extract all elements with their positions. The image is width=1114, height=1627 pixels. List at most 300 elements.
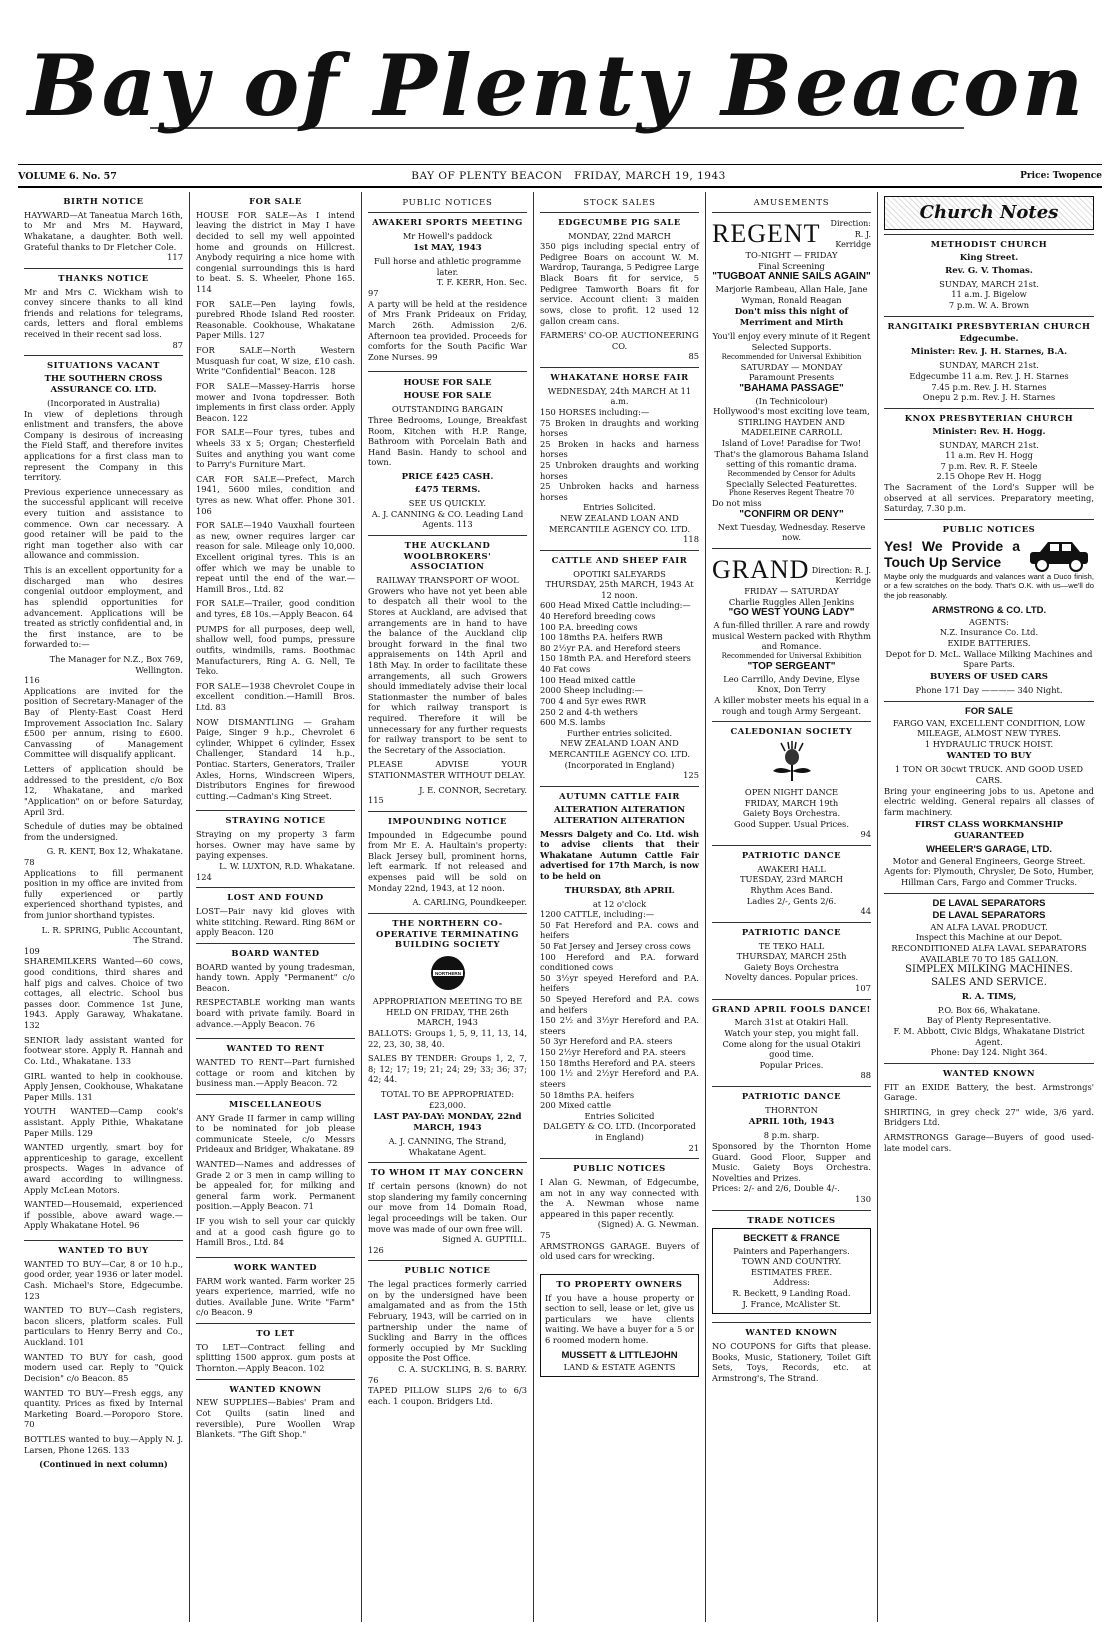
signature: DALGETY & CO. LTD. (Incorporated in England) bbox=[543, 1121, 696, 1142]
event-date: APRIL 10th, 1943 bbox=[748, 1117, 835, 1128]
touch-up-text: Maybe only the mudguards and valances want a Duco finish, or a few scratches on the body. That's O.K. with us—we'll do the job reasonably. bbox=[884, 571, 1094, 600]
address: King Street. bbox=[959, 252, 1019, 263]
column-5 bbox=[706, 192, 878, 1622]
section-heading: EDGECUMBE PIG SALE bbox=[558, 216, 681, 227]
section-heading: CALEDONIAN SOCIETY bbox=[730, 726, 853, 737]
ad-paragraph: Previous experience unnecessary as the successful applicant will receive every tuition and assistance to commence. Own car necessary. A good retainer will be paid to the right man together also with car allowance and commission. bbox=[24, 486, 183, 561]
promo: Next Tuesday, Wednesday. Reserve now. bbox=[717, 521, 866, 543]
agent-name: R. A. TIMS, bbox=[961, 991, 1017, 1002]
wanted-known-col5 bbox=[712, 1322, 871, 1388]
stock-line: 50 Fat Jersey and Jersey cross cows bbox=[540, 941, 691, 951]
column-4 bbox=[534, 192, 706, 1622]
stock-line: 150 18mth P.A. and Hereford steers bbox=[540, 653, 691, 664]
stock-line: 25 Broken in hacks and harness horses bbox=[540, 438, 699, 460]
ad-paragraph: Schedule of duties may be obtained from the undersigned. bbox=[24, 821, 183, 842]
notice-text: FARM work wanted. Farm worker 25 years experience, married, wife no duties. Available June. Write "Farm" c/o Beacon. 9 bbox=[196, 1275, 355, 1318]
firm-desc: Motor and General Engineers, George Street. bbox=[892, 855, 1086, 866]
entries-note: Entries Solicited bbox=[584, 1110, 655, 1121]
phone: Phone 171 Day ———— 340 Night. bbox=[915, 684, 1063, 695]
agent-name: MUSSETT & LITTLEJOHN bbox=[561, 1349, 678, 1361]
classified-item: FOR SALE—Four tyres, tubes and wheels 33 x 5; Organ; Chesterfield Suites and anything you want come to Parry's Furniture Mart. bbox=[196, 427, 355, 470]
notice-text: Messrs Dalgety and Co. Ltd. wish to advise clients that their Whakatane Autumn Cattle Fair advertised for 17th March, is now to be held on bbox=[540, 828, 699, 881]
to-whom-it-may-concern bbox=[368, 1162, 527, 1260]
classified-item: RESPECTABLE working man wants board with private family. Board in advance.—Apply Beacon. 76 bbox=[196, 997, 355, 1029]
notice-text: The legal practices formerly carried on by the undersigned have been amalgamated and as from the 15th February, 1943, will be carried on in partnership under the name of Suckling and Barry in the offices formerly occupied by Mr Suckling opposite the Post Office. bbox=[368, 1279, 527, 1364]
classified-item: FOR SALE—Massey-Harris horse mower and Ivona topdresser. Both implements in first class order. Apply Beacon. 122 bbox=[196, 380, 355, 423]
direction: Direction: R. J. Kerridge bbox=[811, 565, 871, 585]
section-heading: FOR SALE bbox=[964, 705, 1014, 717]
section-heading: LOST AND FOUND bbox=[227, 892, 324, 903]
address: Edgecumbe. bbox=[959, 334, 1019, 345]
sale-time: at 12 o'clock bbox=[592, 898, 647, 909]
classified-item: WANTED—Names and addresses of Grade 2 or 3 men in camp willing to be appealed for, for milking and general farm work. Permanent position.—Apply Beacon. 71 bbox=[196, 1158, 355, 1212]
terms: £475 TERMS. bbox=[414, 484, 481, 495]
promo: A killer mobster meets his equal in a rough and tough Army Sergeant. bbox=[714, 695, 869, 716]
section-heading: METHODIST CHURCH bbox=[930, 239, 1048, 249]
band: Gaiety Boys Orchestra bbox=[744, 961, 839, 972]
horse-fair bbox=[540, 367, 699, 550]
signature: J. E. CONNOR, Secretary. bbox=[419, 784, 527, 795]
column-heading: STOCK SALES bbox=[583, 198, 656, 208]
screening-days: FRIDAY — SATURDAY bbox=[744, 586, 839, 597]
notice-text: 350 pigs including special entry of Pedigree Boars on account W. M. Wardrop, Tauranga, 5 Pedigree Large Black Boars fit for service, 5 Pedigree Tamworth Boars fit for service. Account client: 3 maiden sows, close to profit. 12 used 12 gallon cream cans. bbox=[540, 241, 699, 326]
signature: A. J. CANNING, The Strand, Whakatane Agent. bbox=[388, 1136, 507, 1157]
tagline: OUTSTANDING BARGAIN bbox=[391, 404, 504, 415]
venue: TE TEKO HALL bbox=[758, 940, 825, 951]
ad-paragraph: WANTED—Housemaid, experienced if possible, above award wage.—Apply Whakatane Hotel. 96 bbox=[24, 1199, 183, 1231]
classified-item: ARMSTRONGS Garage—Buyers of good used-late model cars. bbox=[884, 1132, 1094, 1153]
prices: Prices: 2/- and 2/6, Double 4/-. bbox=[712, 1183, 840, 1194]
service: 2.15 Ohope Rev H. Hogg bbox=[936, 471, 1042, 482]
stock-line: 1200 CATTLE, including:— bbox=[540, 909, 655, 920]
sale-date: MONDAY, 22nd MARCH bbox=[568, 230, 671, 241]
stock-line: 600 Head Mixed Cattle including:— bbox=[540, 600, 691, 611]
ad-paragraph: Applications are invited for the position of Secretary-Manager of the Bay of Plenty-East Coast Herd Improvement Association Inc. Salary £500 per annum, rising to £600. Canvassing of Management Committee will disqualify applicant. bbox=[24, 685, 183, 760]
promo: Sponsored by the Thornton Home Guard. Good Floor, Supper and Music. Gaiety Boys Orchestra. Novelties and Prizes. bbox=[712, 1141, 871, 1183]
event-date: TUESDAY, 23rd MARCH bbox=[739, 874, 844, 885]
phone-reserve: Phone Reserves Regent Theatre 70 bbox=[728, 489, 855, 498]
classified-item: SHIRTING, in grey check 27" wide, 3/6 yard. Bridgers Ltd. bbox=[884, 1106, 1094, 1128]
sale-item: 1 HYDRAULIC TRUCK HOIST. bbox=[924, 738, 1054, 749]
section-heading: PUBLIC NOTICE bbox=[404, 1265, 491, 1276]
agent-desc: LAND & ESTATE AGENTS bbox=[563, 1361, 676, 1372]
section-heading: TO WHOM IT MAY CONCERN bbox=[370, 1167, 525, 1178]
situations-vacant bbox=[24, 355, 183, 1240]
northern-logo-icon bbox=[429, 954, 467, 992]
stock-line: 700 4 and 5yr ewes RWR bbox=[540, 695, 646, 706]
section-heading: TRADE NOTICES bbox=[747, 1214, 836, 1225]
notice-text: Full horse and athletic programme later. bbox=[374, 256, 521, 277]
venue: OPOTIKI SALEYARDS bbox=[573, 568, 666, 579]
minister: Minister: Rev. H. Hogg. bbox=[932, 426, 1046, 437]
signature: T. F. KERR, Hon. Sec. bbox=[436, 277, 527, 288]
ref-number: 87 bbox=[172, 339, 183, 350]
service: Edgecumbe 11 a.m. Rev. J. H. Starnes bbox=[909, 370, 1069, 381]
stock-line: 40 Fat cows bbox=[540, 664, 591, 675]
tagline: Don't miss this night of Merriment and Mirth bbox=[734, 307, 849, 329]
call-to-action: SEE US QUICKLY. bbox=[408, 497, 487, 508]
firm-name: ARMSTRONG & CO. LTD. bbox=[931, 604, 1047, 616]
notice-text: Mr and Mrs C. Wickham wish to convey sincere thanks to all kind friends and relations for telegrams, cards, letters and floral emblems received in their recent sad loss. bbox=[24, 286, 183, 339]
section-heading: WANTED TO BUY bbox=[58, 1245, 149, 1256]
section-heading: THE AUCKLAND WOOLBROKERS' ASSOCIATION bbox=[403, 539, 492, 572]
total: TOTAL TO BE APPROPRIATED: £23,000. bbox=[380, 1089, 515, 1110]
section-heading: TO LET bbox=[256, 1328, 295, 1339]
ad-paragraph: SENIOR lady assistant wanted for footwear store. Apply R. Hannah and Co. Ltd., Whakatane. 133 bbox=[24, 1034, 183, 1066]
property-owners-ad bbox=[540, 1274, 699, 1378]
ref-number: 107 bbox=[855, 983, 871, 994]
section-heading: PUBLIC NOTICES bbox=[942, 523, 1036, 534]
meeting-notice: APPROPRIATION MEETING TO BE HELD ON FRIDAY, THE 26th MARCH, 1943 bbox=[372, 996, 523, 1028]
caledonian-society bbox=[712, 721, 871, 845]
classified-item: PUMPS for all purposes, deep well, shallow well, food pumps, pressure outfits, windmills, rams. Boothmac Manufacturers, Ring A. G. Nell, Te Teko. bbox=[196, 623, 355, 677]
product-name: DE LAVAL SEPARATORS bbox=[932, 909, 1046, 921]
party-notice: A party will be held at the residence of Mrs Frank Prideaux on Friday, March 26th. Admission 2/6. Afternoon tea provided. Proceeds for comforts for the South Pacific War Zone Nurses. 99 bbox=[368, 298, 527, 362]
section-heading: SITUATIONS VACANT bbox=[47, 360, 160, 371]
ref-number: 78 bbox=[24, 856, 35, 867]
section-heading: STRAYING NOTICE bbox=[225, 815, 326, 826]
venue: THORNTON bbox=[765, 1104, 818, 1115]
notice-text: TO LET—Contract felling and splitting 1500 approx. gum posts at Thornton.—Apply Beacon. 102 bbox=[196, 1341, 355, 1374]
trade-notices bbox=[712, 1210, 871, 1323]
cattle-sheep-fair bbox=[540, 550, 699, 786]
ref-number: 118 bbox=[683, 534, 699, 545]
thistle-icon bbox=[767, 741, 817, 783]
classified-item: HOUSE FOR SALE—As I intend leaving the district in May I have decided to sell my well appointed home and grounds on Hillcrest. Anybody requiring a nice home with congenial surroundings this is hard to beat. S. S. Wheeler, Phone 165. 114 bbox=[196, 209, 355, 295]
section-heading: HOUSE FOR SALE bbox=[403, 378, 492, 389]
section-heading: BIRTH NOTICE bbox=[63, 196, 144, 206]
tagline: SALES AND SERVICE. bbox=[931, 977, 1047, 989]
signature: G. R. KENT, Box 12, Whakatane. bbox=[46, 846, 183, 857]
alteration-banner: ALTERATION ALTERATION ALTERATION ALTERATION bbox=[553, 804, 686, 826]
promo: Specially Selected Featurettes. bbox=[726, 478, 857, 489]
patriotic-dance-te-teko bbox=[712, 922, 871, 999]
cast: Marjorie Rambeau, Allan Hale, Jane Wyman, Ronald Reagan bbox=[715, 284, 868, 305]
promo: A fun-filled thriller. A rare and rowdy musical Western packed with Rhythm and Romance. bbox=[712, 620, 871, 652]
armstrong-public-notices bbox=[884, 519, 1094, 701]
masthead-title-art bbox=[0, 0, 1114, 160]
stock-line: 100 P.A. breeding cows bbox=[540, 621, 638, 632]
wanted-item: 1 TON OR 30cwt TRUCK. AND GOOD USED CARS. bbox=[894, 764, 1084, 786]
column-6 bbox=[878, 192, 1100, 1622]
april-fools-dance bbox=[712, 999, 871, 1086]
firm-name: WHEELER'S GARAGE, LTD. bbox=[925, 843, 1053, 855]
stock-line: 200 Mixed cattle bbox=[540, 1100, 611, 1111]
society-emblem bbox=[368, 954, 527, 992]
ref-number: 125 bbox=[683, 770, 699, 781]
stock-line: 50 Fat Hereford and P.A. cows and heifers bbox=[540, 919, 699, 941]
classified-item: BOARD wanted by young tradesman, handy town. Apply "Permanent" c/o Beacon. bbox=[196, 961, 355, 993]
stock-line: 600 M.S. lambs bbox=[540, 717, 606, 728]
classified-item: FOR SALE—1938 Chevrolet Coupe in excellent condition.—Hamill Bros. Ltd. 83 bbox=[196, 680, 355, 712]
subheading: RAILWAY TRANSPORT OF WOOL bbox=[376, 575, 519, 586]
signature: L. W. LUXTON, R.D. Whakatane. bbox=[219, 861, 355, 872]
signature: C. A. SUCKLING, B. S. BARRY. bbox=[398, 1364, 527, 1375]
ad-paragraph: In view of depletions through enlistment and transfers, the above Company is desirous of increasing the Field Staff, and therefore invites applications for a first class man to represent the Company in this territory. bbox=[24, 408, 183, 483]
tenders: SALES BY TENDER: Groups 1, 2, 7, 8; 12; 17; 19; 21; 24; 29; 33; 36; 37; 42; 44. bbox=[368, 1053, 527, 1085]
section-heading: IMPOUNDING NOTICE bbox=[388, 815, 507, 826]
notice-text: NO COUPONS for Gifts that please. Books, Music, Stationery, Toilet Gift Sets, Toys, Records, etc. at Armstrong's, The Strand. bbox=[712, 1341, 871, 1383]
cast: Charlie Ruggles Allen Jenkins bbox=[728, 596, 855, 607]
trade: Painters and Paperhangers. bbox=[733, 1245, 850, 1256]
agents-label: AGENTS: bbox=[969, 616, 1009, 627]
entries-note: Further entries solicited. bbox=[566, 727, 673, 738]
firm-name: BECKETT & FRANCE bbox=[743, 1233, 840, 1245]
section-heading: WHAKATANE HORSE FAIR bbox=[550, 371, 689, 382]
theatre-name: REGENT bbox=[712, 218, 821, 248]
rating: Recommended for Universal Exhibition bbox=[721, 352, 862, 361]
film-title: "BAHAMA PASSAGE" bbox=[739, 382, 844, 394]
classified-item: FOR SALE—North Western Musquash fur coat, W size, £10 cash. Write "Confidential" Beacon. 128 bbox=[196, 345, 355, 377]
notice-text: LOST—Pair navy kid gloves with white stitching. Reward. Ring 86M or apply Beacon. 120 bbox=[196, 905, 355, 938]
event-title: OPEN NIGHT DANCE bbox=[744, 787, 839, 798]
screening-days: SATURDAY — MONDAY bbox=[740, 361, 843, 372]
service-date: SUNDAY, MARCH 21st. bbox=[939, 439, 1039, 450]
ref-number: 116 bbox=[24, 675, 40, 686]
classified-item: WANTED TO BUY—Car, 8 or 10 h.p., good order, year 1936 or later model. Cash. Michael's Store, Edgecumbe. 123 bbox=[24, 1258, 183, 1301]
section-heading: PATRIOTIC DANCE bbox=[741, 850, 842, 861]
prices: Ladies 2/-, Gents 2/6. bbox=[746, 895, 837, 906]
section-heading: WANTED KNOWN bbox=[229, 1383, 322, 1394]
ref-number: 94 bbox=[860, 829, 871, 840]
classified-item: ARMSTRONGS GARAGE. Buyers of old used cars for wrecking. bbox=[540, 1240, 699, 1262]
role: Bay of Plenty Representative. bbox=[926, 1015, 1052, 1026]
public-notice bbox=[368, 1260, 527, 1415]
event-date: 1st MAY, 1943 bbox=[413, 243, 482, 254]
direction: Direction: R. J. Kerridge bbox=[830, 219, 871, 249]
classified-item: WANTED TO BUY—Cash registers, bacon slicers, platform scales. Full particulars to Henry Berry and Co., Auckland. 101 bbox=[24, 1305, 183, 1348]
address: P.O. Box 66, Whakatane. bbox=[937, 1004, 1041, 1015]
ref-number: 88 bbox=[860, 1070, 871, 1081]
signature: A. J. CANNING & CO. Leading Land Agents. 113 bbox=[371, 508, 524, 530]
screening-days: TO-NIGHT — FRIDAY bbox=[745, 250, 838, 261]
woolbrokers bbox=[368, 535, 527, 811]
stock-line: 75 Broken in draughts and working horses bbox=[540, 417, 699, 439]
section-heading: PATRIOTIC DANCE bbox=[741, 1091, 842, 1102]
band: Gaiety Boys Orchestra. bbox=[742, 808, 841, 819]
sale-date: THURSDAY, 25th MARCH, 1943 At 12 noon. bbox=[545, 579, 694, 600]
section-heading: RANGITAIKI PRESBYTERIAN CHURCH bbox=[887, 320, 1091, 331]
impounding-notice bbox=[368, 811, 527, 913]
event-time: 8 p.m. sharp. bbox=[763, 1130, 820, 1141]
public-notices bbox=[540, 1158, 699, 1271]
notice-text: HAYWARD—At Taneatua March 16th, to Mr and Mrs M. Hayward, Whakatane, a daughter. Both well. Grateful thanks to Dr Fletcher Cole. bbox=[24, 209, 183, 252]
promo: Hollywood's most exciting love team, STIRLING HAYDEN AND MADELEINE CARROLL bbox=[713, 406, 870, 438]
masthead-title: Bay of Plenty Beacon bbox=[27, 36, 1087, 135]
miscellaneous bbox=[196, 1094, 355, 1257]
stock-line: 50 Speyed Hereford and P.A. cows and heifers bbox=[540, 994, 699, 1015]
event-date: March 31st at Otakiri Hall. bbox=[734, 1017, 849, 1028]
section-heading: WANTED KNOWN bbox=[745, 1327, 838, 1338]
for-sale bbox=[196, 192, 355, 810]
film-title: "TUGBOAT ANNIE SAILS AGAIN" bbox=[712, 271, 871, 283]
format: (In Technicolour) bbox=[755, 395, 828, 406]
stock-line: 150 18mths Hereford and P.A. steers bbox=[540, 1057, 696, 1068]
event-date: FRIDAY, MARCH 19th bbox=[744, 797, 839, 808]
signature: NEW ZEALAND LOAN AND MERCANTILE AGENCY CO. LTD. bbox=[548, 513, 691, 534]
event-date: THURSDAY, MARCH 25th bbox=[736, 951, 847, 962]
minister: Rev. G. V. Thomas. bbox=[945, 265, 1033, 276]
screening-note: Final Screening bbox=[758, 260, 825, 271]
ref-number: 109 bbox=[24, 945, 40, 956]
signature: Signed A. GUPTILL. bbox=[442, 1234, 527, 1245]
section-heading: THE NORTHERN CO-OPERATIVE TERMINATING BUILDING SOCIETY bbox=[376, 917, 519, 950]
stock-line: 2000 Sheep including:— bbox=[540, 685, 643, 696]
masthead bbox=[0, 0, 1114, 160]
stock-line: 100 Hereford and P.A. forward conditioned cows bbox=[540, 951, 699, 973]
lost-and-found bbox=[196, 887, 355, 943]
section-heading: WANTED TO RENT bbox=[226, 1043, 325, 1054]
ref-number: 117 bbox=[167, 252, 183, 263]
section-heading: KNOX PRESBYTERIAN CHURCH bbox=[904, 412, 1074, 423]
service: 7 p.m. W. A. Brown bbox=[948, 299, 1030, 310]
methodist-church bbox=[884, 234, 1094, 316]
stock-line: 150 2½ and 3½yr Hereford and P.A. steers bbox=[540, 1015, 699, 1036]
price: Price: Twopence bbox=[1020, 171, 1102, 181]
entries-note: Entries Solicited. bbox=[583, 502, 656, 513]
notice-text: NEW SUPPLIES—Babies' Pram and Cot Quilts (satin lined and reversible), Pure Woollen Wrap Blankets. "The Gift Shop." bbox=[196, 1397, 355, 1440]
ref-number: 97 bbox=[368, 288, 379, 299]
sale-item: FARGO VAN, EXCELLENT CONDITION, LOW MILEAGE, ALMOST NEW TYRES. bbox=[892, 717, 1086, 739]
ad-paragraph: This is an excellent opportunity for a discharged man who desires congenial outdoor employment, and has splendid opportunities for advancement. Applications will be treated as strictly confidential and, in the first instance, are to be forwarded to:— bbox=[24, 565, 183, 650]
notice-text: PLEASE ADVISE YOUR STATIONMASTER WITHOUT DELAY. bbox=[368, 759, 527, 781]
ad-paragraph: Letters of application should be addressed to the president, c/o Box 12, Whakatane, and marked "Application" on or before Saturday, April 3rd. bbox=[24, 764, 183, 817]
service: Onepu 2 p.m. Rev. J. H. Starnes bbox=[922, 392, 1056, 403]
stock-line: 250 2 and 4-th wethers bbox=[540, 706, 638, 717]
ad-paragraph: YOUTH WANTED—Camp cook's assistant. Apply Pithie, Whakatane Paper Mills. 129 bbox=[24, 1106, 183, 1138]
to-let bbox=[196, 1323, 355, 1379]
section-heading: FOR SALE bbox=[249, 196, 302, 206]
ballots: BALLOTS: Groups 1, 5, 9, 11, 13, 14, 22, 23, 30, 38, 40. bbox=[368, 1027, 527, 1049]
service: 7.45 p.m. Rev. J. H. Starnes bbox=[931, 381, 1047, 392]
northern-logo-text: NORTHERN bbox=[434, 971, 461, 977]
guarantee: FIRST CLASS WORKMANSHIP GUARANTEED bbox=[914, 819, 1064, 841]
stock-line: 100 18mths P.A. heifers RWB bbox=[540, 632, 663, 643]
service: 11 a.m. Rev H. Hogg bbox=[945, 450, 1033, 461]
agency: BUYERS OF USED CARS bbox=[930, 671, 1048, 682]
wanted-known-col6 bbox=[884, 1063, 1094, 1162]
notice-text: Impounded in Edgecumbe pound from Mr E. A. Haultain's property: Black Jersey bull, prominent horns, left earmark. If not released and expenses paid will be sold on Monday 22nd, 1943, at 12 noon. bbox=[368, 829, 527, 893]
film-title: "TOP SERGEANT" bbox=[747, 661, 836, 673]
ref-number: 124 bbox=[196, 871, 212, 882]
notice-text: The Sacrament of the Lord's Supper will be observed at all services. Preparatory meeting, Saturday, 7.30 p.m. bbox=[884, 481, 1094, 514]
agency: Depot for D. McL. Wallace Milking Machines and Spare Parts. bbox=[885, 648, 1093, 670]
signature: NEW ZEALAND LOAN AND MERCANTILE AGENCY CO. LTD. (Incorporated in England) bbox=[548, 738, 691, 770]
agency: EXIDE BATTERIES. bbox=[947, 638, 1031, 649]
tagline: AN ALFA LAVAL PRODUCT. bbox=[930, 921, 1048, 932]
price: PRICE £425 CASH. bbox=[401, 471, 494, 482]
agencies: Agents for: Plymouth, Chrysler, De Soto, Humber, Hillman Cars, Fargo and Commer Trucks. bbox=[884, 866, 1094, 887]
notice-text: Straying on my property 3 farm horses. Owner may have same by paying expenses. bbox=[196, 829, 355, 861]
stock-line: 100 Head mixed cattle bbox=[540, 674, 636, 685]
service: 7 p.m. Rev. R. F. Steele bbox=[940, 460, 1038, 471]
product-name: SIMPLEX MILKING MACHINES. bbox=[905, 964, 1073, 976]
ad-paragraph: Applications to fill permanent position in my office are invited from fully experienced or partly experienced shorthand typistes, and from junior shorthand typistes. bbox=[24, 867, 183, 920]
promo: RECONDITIONED ALFA LAVAL SEPARATORS AVAILABLE 70 TO 185 GALLON. bbox=[891, 943, 1087, 964]
wanted-to-rent bbox=[196, 1038, 355, 1094]
classified-item: FOR SALE—Trailer, good condition and tyres, £8 10s.—Apply Beacon. 64 bbox=[196, 598, 355, 620]
stock-line: 50 3yr Hereford and P.A. steers bbox=[540, 1036, 673, 1047]
signature: (Signed) A. G. Newman. bbox=[597, 1219, 699, 1230]
sale-date: THURSDAY, 8th APRIL bbox=[564, 885, 675, 896]
grand-theatre bbox=[712, 548, 871, 721]
touch-up-headline: Yes! We Provide a Touch Up Service bbox=[884, 538, 1020, 570]
ref-number: 76 bbox=[368, 1374, 379, 1385]
ref-number: 130 bbox=[855, 1194, 871, 1205]
service: 11 a.m. J. Bigelow bbox=[951, 289, 1027, 300]
section-heading: WANTED KNOWN bbox=[942, 1067, 1036, 1078]
awakeri-sports bbox=[368, 212, 527, 371]
service-date: SUNDAY, MARCH 21st. bbox=[939, 278, 1039, 289]
section-heading: WORK WANTED bbox=[233, 1261, 318, 1272]
classified-item: IF you wish to sell your car quickly and at a good cash figure go to Hamill Bros., Ltd. 84 bbox=[196, 1216, 355, 1248]
birth-notice bbox=[24, 192, 183, 268]
ref-number: 75 bbox=[540, 1229, 551, 1240]
ref-number: 115 bbox=[368, 795, 384, 806]
wanted-to-buy bbox=[24, 1240, 183, 1475]
house-for-sale bbox=[368, 371, 527, 534]
work-wanted bbox=[196, 1257, 355, 1323]
building-society bbox=[368, 913, 527, 1163]
volume-number: VOLUME 6. No. 57 bbox=[18, 170, 117, 182]
rangitaiki-church bbox=[884, 316, 1094, 408]
service-date: SUNDAY, MARCH 21st. bbox=[939, 360, 1039, 371]
classified-item: CAR FOR SALE—Prefect, March 1941, 5600 miles, condition and tyres as new. What offer. Phone 301. 106 bbox=[196, 473, 355, 516]
classified-item: FOR SALE—Pen laying fowls, purebred Rhode Island Red rooster. Reasonable. Cookhouse, Whakatane Paper Mills. 127 bbox=[196, 298, 355, 341]
promo: Island of Love! Paradise for Two! That's the glamorous Bahama Island setting of this romantic drama. bbox=[714, 438, 869, 470]
ref-number: 21 bbox=[688, 1142, 699, 1153]
thanks-notice bbox=[24, 268, 183, 355]
signature: The Manager for N.Z., Box 769, Wellington. bbox=[49, 653, 183, 675]
column-3 bbox=[362, 192, 534, 1622]
company-name: THE SOUTHERN CROSS ASSURANCE CO. LTD. bbox=[44, 373, 163, 395]
board-wanted bbox=[196, 943, 355, 1038]
phone: Phone: Day 124. Night 364. bbox=[930, 1047, 1048, 1058]
sale-date: WEDNESDAY, 24th MARCH At 11 a.m. bbox=[547, 385, 692, 407]
car-icon bbox=[1024, 538, 1094, 572]
film-title: "GO WEST YOUNG LADY" bbox=[728, 607, 855, 619]
theatre-name: GRAND bbox=[712, 554, 810, 584]
classified-item: BOTTLES wanted to buy.—Apply N. J. Larsen, Phone 126S. 133 bbox=[24, 1433, 183, 1455]
ref-number: 85 bbox=[688, 351, 699, 362]
thistle-emblem bbox=[712, 741, 871, 783]
continued-note: (Continued in next column) bbox=[39, 1459, 168, 1470]
stock-line: 25 Unbroken hacks and harness horses bbox=[540, 481, 699, 502]
pig-sale bbox=[540, 212, 699, 367]
band: Rhythm Aces Band. bbox=[750, 885, 833, 896]
promo: Inspect this Machine at our Depot. bbox=[915, 932, 1063, 943]
stock-line: 50 18mths P.A. heifers bbox=[540, 1089, 635, 1100]
masthead-meta bbox=[18, 168, 1102, 184]
section-heading: BOARD WANTED bbox=[231, 947, 320, 958]
venue: AWAKERI HALL bbox=[757, 863, 826, 874]
section-heading: PATRIOTIC DANCE bbox=[741, 926, 842, 937]
address: F. M. Abbott, Civic Bldgs, Whakatane District Agent. bbox=[893, 1026, 1085, 1047]
ref-number: 44 bbox=[860, 906, 871, 917]
notice-text: Three Bedrooms, Lounge, Breakfast Room, Kitchen with H.P. Range, Bathroom with Porcelain Bath and Hand Basin. Handy to school and town. bbox=[368, 414, 527, 468]
agency: N.Z. Insurance Co. Ltd. bbox=[939, 627, 1039, 638]
stock-line: 80 2½yr P.A. and Hereford steers bbox=[540, 642, 681, 653]
section-heading: TO PROPERTY OWNERS bbox=[556, 1278, 683, 1289]
film-title: "CONFIRM OR DENY" bbox=[739, 508, 844, 520]
wanted-known bbox=[196, 1379, 355, 1445]
stock-line: 25 Unbroken draughts and working horses bbox=[540, 459, 699, 481]
product-name: DE LAVAL SEPARATORS bbox=[932, 897, 1046, 909]
column-heading: PUBLIC NOTICES bbox=[402, 198, 493, 208]
classified-item: FIT an EXIDE Battery, the best. Armstrongs' Garage. bbox=[884, 1081, 1094, 1103]
rating: Recommended for Universal Exhibition bbox=[721, 652, 862, 661]
promo: You'll enjoy every minute of it Regent Selected Supports. bbox=[712, 331, 871, 352]
